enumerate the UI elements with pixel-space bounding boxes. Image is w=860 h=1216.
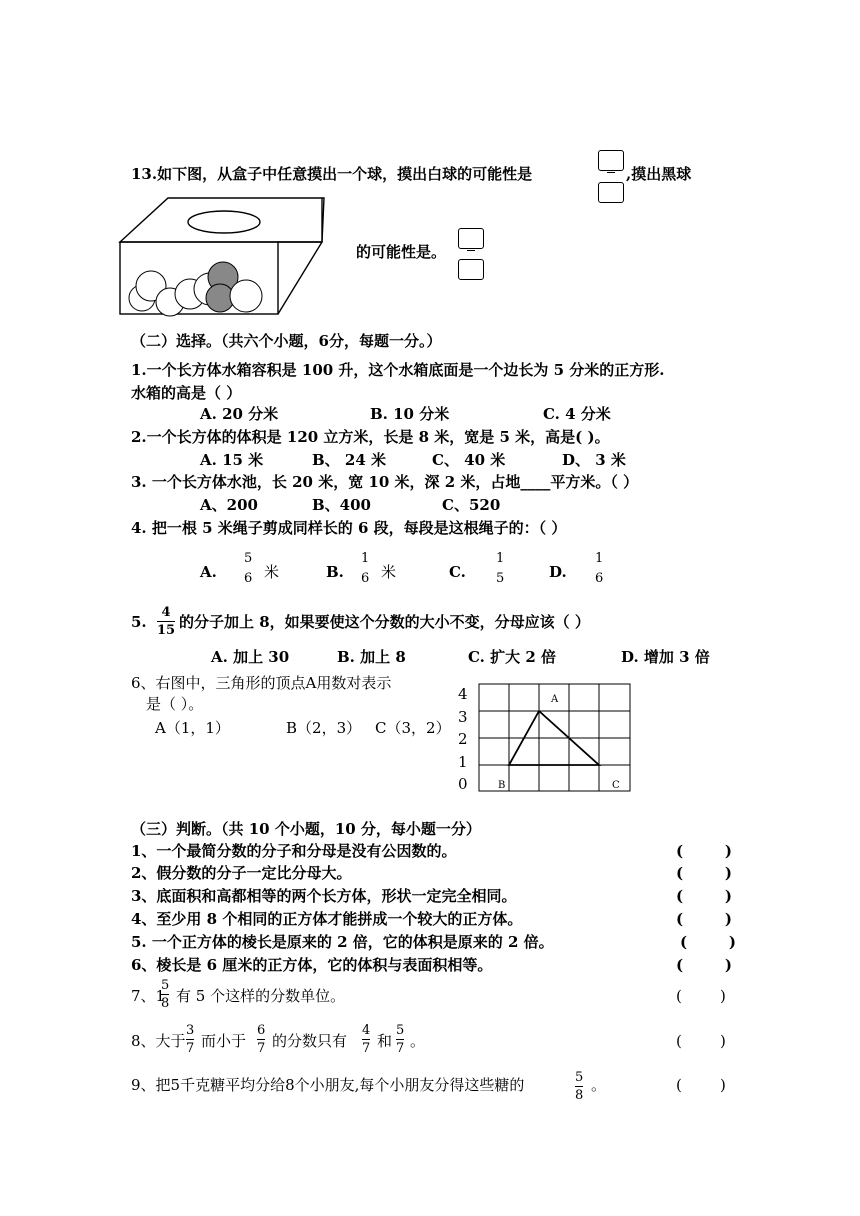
point-a-label: A xyxy=(551,694,559,705)
fraction-bar xyxy=(607,172,615,173)
q6-option-c[interactable]: C（3，2） xyxy=(375,719,451,737)
q2-option-b[interactable]: B、 24 米 xyxy=(312,451,386,469)
fraction-bar-2 xyxy=(467,250,475,251)
judge-item-8-and: 和 xyxy=(377,1032,393,1050)
answer-box-numerator-2[interactable] xyxy=(458,228,484,249)
white-ball xyxy=(230,280,262,312)
q13-line1a: 13.如下图，从盒子中任意摸出一个球，摸出白球的可能性是 xyxy=(131,165,533,183)
section3-title: （三）判断。（共 10 个小题，10 分，每小题一分） xyxy=(131,820,481,838)
judge-item-9-end: 。 xyxy=(591,1076,607,1094)
judge-item-4: 4、至少用 8 个相同的正方体才能拼成一个较大的正方体。 xyxy=(131,910,523,928)
q5-stem: 的分子加上 8，如果要使这个分数的大小不变，分母应该（ ） xyxy=(179,613,590,631)
q4-option-d-label[interactable]: D. xyxy=(549,563,567,581)
q6-line2: 是（ ）。 xyxy=(146,695,204,713)
q5-fraction: 4 15 xyxy=(157,605,176,638)
judge-item-8-fraction-2: 6 7 xyxy=(257,1023,266,1056)
q1-line1: 1.一个长方体水箱容积是 100 升，这个水箱底面是一个边长为 5 分米的正方形. xyxy=(131,361,665,379)
y-label-3: 3 xyxy=(458,708,468,726)
ball-box-illustration xyxy=(118,196,328,318)
q13-line1b: ,摸出黑球 xyxy=(626,165,692,183)
judge-item-8-fraction-1: 3 7 xyxy=(186,1023,195,1056)
q2-option-c[interactable]: C、 40 米 xyxy=(432,451,506,469)
q13-line2: 的可能性是。 xyxy=(356,243,447,261)
q4-option-b-label[interactable]: B. xyxy=(326,563,344,581)
judge-item-9-fraction: 5 8 xyxy=(575,1070,584,1103)
judge-item-7-fraction: 5 8 xyxy=(161,978,170,1011)
q5-option-c[interactable]: C. 扩大 2 倍 xyxy=(468,648,557,666)
judge-answer-7[interactable]: ( ) xyxy=(676,987,726,1005)
q1-option-b[interactable]: B. 10 分米 xyxy=(370,405,450,423)
q4-option-c-fraction: 1 5 xyxy=(496,551,505,586)
q6-option-b[interactable]: B（2，3） xyxy=(286,719,362,737)
answer-box-denominator-2[interactable] xyxy=(458,259,484,280)
q5-prefix: 5. xyxy=(131,613,147,631)
y-label-4: 4 xyxy=(458,685,468,703)
judge-answer-3[interactable]: ( ) xyxy=(676,887,732,905)
judge-answer-6[interactable]: ( ) xyxy=(676,956,732,974)
q1-line2: 水箱的高是（ ） xyxy=(131,384,242,402)
y-label-2: 2 xyxy=(458,730,468,748)
q5-option-d[interactable]: D. 增加 3 倍 xyxy=(621,648,710,666)
q3-stem: 3. 一个长方体水池，长 20 米，宽 10 米，深 2 米，占地____平方米。（ ） xyxy=(131,473,639,491)
q4-option-c-label[interactable]: C. xyxy=(449,563,466,581)
point-b-label: B xyxy=(498,780,506,791)
q2-option-a[interactable]: A. 15 米 xyxy=(200,451,264,469)
q3-option-a[interactable]: A、200 xyxy=(200,496,258,514)
y-label-1: 1 xyxy=(458,753,468,771)
y-label-0: 0 xyxy=(458,775,468,793)
judge-item-8-fraction-4: 5 7 xyxy=(396,1023,405,1056)
q6-option-a[interactable]: A（1，1） xyxy=(155,719,230,737)
q6-line1: 6、右图中，三角形的顶点A用数对表示 xyxy=(131,674,392,692)
q5-option-a[interactable]: A. 加上 30 xyxy=(211,648,290,666)
q4-option-a-fraction: 5 6 xyxy=(244,551,253,586)
judge-item-3: 3、底面积和高都相等的两个长方体，形状一定完全相同。 xyxy=(131,887,517,905)
judge-answer-8[interactable]: ( ) xyxy=(676,1032,726,1050)
section2-title: （二）选择。（共六个小题，6分，每题一分。） xyxy=(131,332,442,350)
point-c-label: C xyxy=(612,780,620,791)
q4-option-b-fraction: 1 6 xyxy=(361,551,370,586)
judge-answer-9[interactable]: ( ) xyxy=(676,1076,726,1094)
q3-option-c[interactable]: C、520 xyxy=(442,496,501,514)
q1-option-a[interactable]: A. 20 分米 xyxy=(200,405,279,423)
judge-item-9-prefix: 9、把5千克糖平均分给8个小朋友,每个小朋友分得这些糖的 xyxy=(131,1076,525,1094)
judge-item-8-fraction-3: 4 7 xyxy=(362,1023,371,1056)
judge-answer-4[interactable]: ( ) xyxy=(676,910,732,928)
judge-item-1: 1、一个最简分数的分子和分母是没有公因数的。 xyxy=(131,842,457,860)
judge-item-2: 2、假分数的分子一定比分母大。 xyxy=(131,864,352,882)
q4-option-b-unit: 米 xyxy=(381,563,397,581)
judge-item-8-mid: 而小于 xyxy=(201,1032,247,1050)
q1-option-c[interactable]: C. 4 分米 xyxy=(543,405,611,423)
q4-option-d-fraction: 1 6 xyxy=(595,551,604,586)
judge-answer-2[interactable]: ( ) xyxy=(676,864,732,882)
answer-box-denominator[interactable] xyxy=(598,182,624,203)
judge-answer-5[interactable]: ( ) xyxy=(680,933,736,951)
q3-option-b[interactable]: B、400 xyxy=(312,496,371,514)
judge-item-7-suffix: 有 5 个这样的分数单位。 xyxy=(176,987,346,1005)
q4-option-a-label[interactable]: A. xyxy=(200,563,217,581)
judge-item-8-end: 。 xyxy=(410,1032,426,1050)
judge-item-8-prefix: 8、大于 xyxy=(131,1032,186,1050)
answer-box-numerator[interactable] xyxy=(598,150,624,171)
q5-option-b[interactable]: B. 加上 8 xyxy=(337,648,406,666)
judge-answer-1[interactable]: ( ) xyxy=(676,842,732,860)
q4-stem: 4. 把一根 5 米绳子剪成同样长的 6 段，每段是这根绳子的：（ ） xyxy=(131,519,567,537)
judge-item-5: 5. 一个正方体的棱长是原来的 2 倍，它的体积是原来的 2 倍。 xyxy=(131,933,554,951)
judge-item-6: 6、棱长是 6 厘米的正方体，它的体积与表面积相等。 xyxy=(131,956,493,974)
judge-item-8-mid2: 的分数只有 xyxy=(272,1032,348,1050)
q4-option-a-unit: 米 xyxy=(264,563,280,581)
q2-stem: 2.一个长方体的体积是 120 立方米，长是 8 米，宽是 5 米，高是( )。 xyxy=(131,428,610,446)
q2-option-d[interactable]: D、 3 米 xyxy=(562,451,626,469)
judge-item-7-prefix: 7、1 xyxy=(131,987,166,1005)
